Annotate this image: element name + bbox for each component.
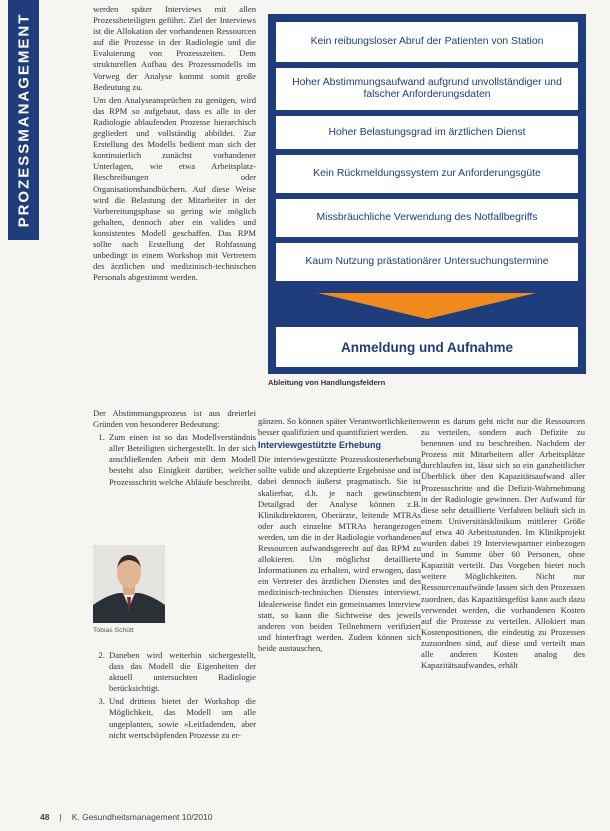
list-item: 1. Zum einen ist so das Modellverständnis aller Beteiligten sichergestellt. In der sich anschließenden Arbeit mit dem Modell besteht also Einigkeit darüber, welcher Prozessschritt welche Abläufe beschreibt.	[107, 432, 256, 487]
column-2	[258, 416, 421, 656]
column-3	[421, 416, 585, 673]
journal-name: K. Gesundheitsmanagement 10/2010	[71, 812, 213, 822]
paragraph: Um den Analyseansprüchen zu genügen, wird das RPM so aufgebaut, dass es alle in der Radiologie ablaufenden Prozesse hierarchisch gegliedert und vollständig abbildet. Zur Erstellung des Modells bedient man sich der kontinuierlich zunächst vorhandener Unterlagen, wie etwa Arbeitsplatz-Beschreibungen oder Organisationshandbüchern. Auf diese Weise wird die Belastung der Mitarbeiter in der Vorbereitungsphase so gering wie möglich gehalten, dennoch aber ein valides und konsistentes Modell geschaffen. Das RPM sollte nach Erstellung der Rohfassung unbedingt in einem Workshop mit Vertretern des ärztlichen und medizinisch-technischen Personals abgestimmt werden.	[93, 94, 256, 283]
paragraph: wenn es darum geht nicht nur die Ressourcen zu verteilen, sondern auch Defizite zu benennen und zu beschreiben. Nachdem der Prozess mit Mitarbeitern aller Arbeitsplätze durchlaufen ist, lässt sich so ein ganzheitlicher Überblick über den Kapazitätsaufwand aller Prozessschritte und die Defizit-Wahrnehmung in der Radiologie gewinnen. Der Aufwand für diese sehr detaillierte Verfahren beläuft sich in einem Universitätsklinikum mittlerer Größe auf etwa 40 Arbeitsstunden. Im Klinikprojekt wurden dabei 19 Interviewpartner einbezogen und in Summe über 60 Personen, ohne Kapazität verteilt. Das Vorgehen bietet noch weitere Möglichkeiten. Nicht nur Ressourcenaufwände lassen sich den Prozessen zuordnen, das Kapazitätsgefüst kann auch dazu verwendet werden, die vorhandenen Kosten auf die Prozesse zu verteilen. Allokiert man Kostenpositionen, die eindeutig zu Prozessen zuzuordnen sind, auf diese und verteilt man alle anderen Kosten analog des Kapazitätsaufwandes, erhält	[421, 416, 585, 671]
fig-box-4: Kein Rückmeldungssystem zur Anforderungsgüte	[276, 155, 578, 193]
author-photo	[93, 545, 165, 623]
paragraph: Der Abstimmungsprozess ist aus dreierlei Gründen von besonderer Bedeutung:	[93, 408, 256, 430]
footer-separator: |	[59, 812, 62, 822]
photo-caption: Tobias Schütt	[93, 627, 134, 634]
figure-caption: Ableitung von Handlungsfeldern	[268, 378, 386, 387]
down-arrow-icon	[276, 287, 578, 327]
fig-box-3: Hoher Belastungsgrad im ärztlichen Dienst	[276, 116, 578, 149]
page-footer	[40, 812, 580, 822]
figure-diagram	[268, 14, 586, 374]
column-1-bottom	[93, 650, 256, 743]
fig-box-5: Missbräuchliche Verwendung des Notfallbegriffs	[276, 199, 578, 237]
fig-box-2: Hoher Abstimmungsaufwand aufgrund unvollständiger und falscher Anforderungsdaten	[276, 68, 578, 110]
column-1-middle	[93, 408, 256, 490]
list-item: 3. Und drittens bietet der Workshop die Möglichkeit, das Modell um alle ungeplanten, sowie »Leitfadenden, aber nicht wertschöpfenden Prozesse zu er-	[107, 696, 256, 740]
fig-box-1: Kein reibungsloser Abruf der Patienten von Station	[276, 22, 578, 62]
portrait-image	[93, 545, 165, 623]
section-tab-label: PROZESSMANAGEMENT	[15, 12, 32, 228]
fig-box-6: Kaum Nutzung prästationärer Untersuchungstermine	[276, 243, 578, 281]
section-tab	[8, 0, 39, 240]
paragraph: gänzen. So können später Verantwortlichkeiten besser qualifiziert und quantifiziert werden.	[258, 416, 421, 438]
section-heading: Interviewgestützte Erhebung	[258, 440, 382, 451]
fig-result-box: Anmeldung und Aufnahme	[276, 327, 578, 367]
fig-arrow-area	[276, 287, 578, 327]
column-1-top	[93, 4, 256, 285]
page-number: 48	[40, 812, 50, 822]
paragraph: werden später Interviews mit allen Prozessbeteiligten geführt. Ziel der Interviews ist die Allokation der vorhandenen Ressourcen auf die Prozesse in der Radiologie und die Evaluierung von Prozesszeiten. Dem strukturellen Aufbau des Prozessmodells im Vorweg der Analyse kommt somit große Bedeutung zu.	[93, 4, 256, 92]
list-item: 2. Daneben wird weiterhin sichergestellt, dass das Modell die Eigenheiten der aktuell untersuchten Radiologie berücksichtigt.	[107, 650, 256, 694]
paragraph: Die interviewgestützte Prozesskostenerhebung sollte valide und akzeptierte Ergebnisse und ist dabei dennoch äußerst pragmatisch. Sie ist skalierbar, d.h. je nach gewünschtem Detailgrad der Analyse können z.B. Klinikdirektoren, Oberärzte, leitende MTRAs oder auch einzelne MTRAs herangezogen werden, um die in der Radiologie vorhandenen Ressourcen aufwandsgerecht auf das RPM zu allokieren. Um möglichst detaillierte Informationen zu erhalten, wird erwogen, dass ein Vertreter des ärztlichen Dienstes und des medizinisch-technischen Dienstes interviewt. Idealerweise findet ein gemeinsames Interview statt, so kann die Sichtweise des jeweils anderen von beiden Teilnehmern verifiziert und hinterfragt werden. Zudem können sich beide austauschen,	[258, 454, 421, 653]
